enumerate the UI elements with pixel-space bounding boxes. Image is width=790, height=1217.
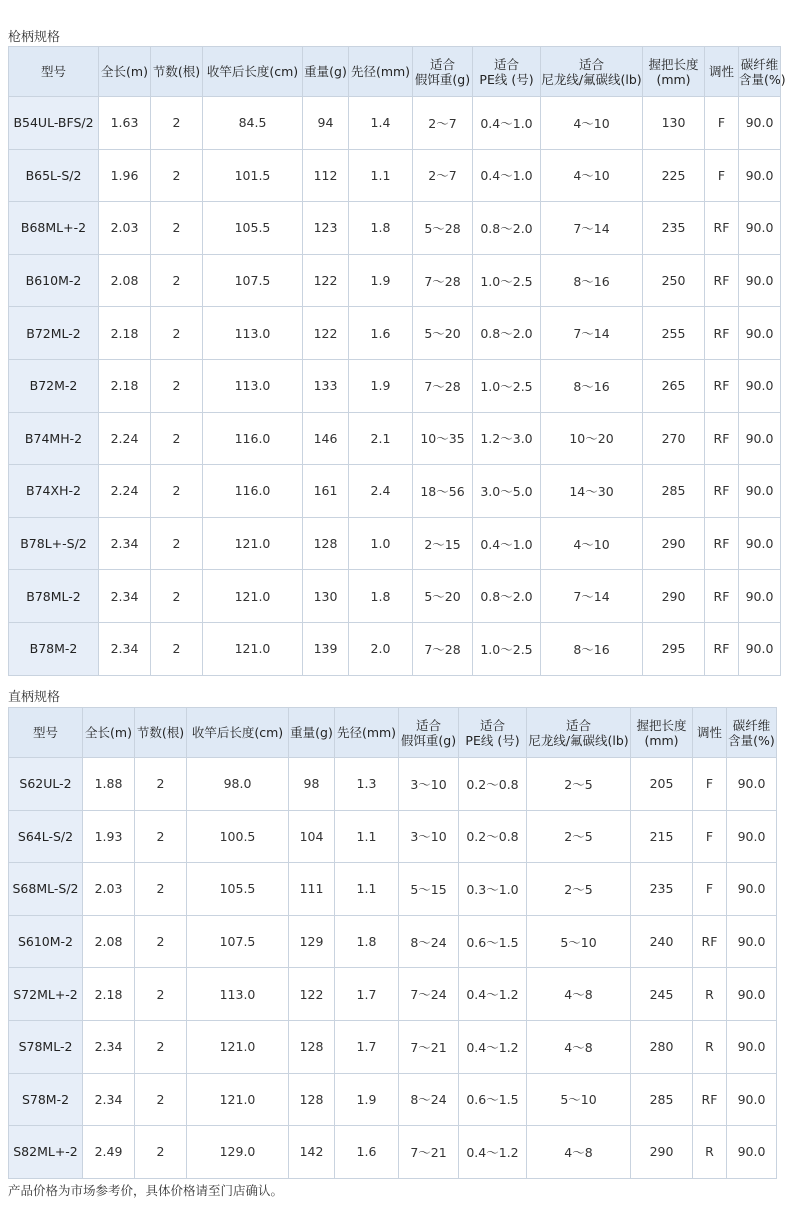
table-header-row [9,47,781,97]
table-row [9,622,781,675]
table-cell: 1.4 [349,97,413,150]
table-cell: 1.88 [83,758,135,811]
column-header-line: 适合 [565,717,591,733]
table-cell: 1.93 [83,810,135,863]
table-cell: 2.34 [99,570,151,623]
table-cell: 2.34 [99,517,151,570]
table-cell: 3～10 [399,758,459,811]
table-cell: 1.0～2.5 [473,254,541,307]
table-cell: 270 [643,412,705,465]
table-cell: 290 [643,517,705,570]
table-cell: 128 [289,1020,335,1073]
table-cell: 90.0 [739,97,781,150]
table-cell: 105.5 [203,202,303,255]
table-cell: 161 [303,465,349,518]
table-cell: 113.0 [203,359,303,412]
table-cell: RF [705,307,739,360]
table-cell: 2.08 [83,915,135,968]
table-cell: 0.2～0.8 [459,810,527,863]
table-cell: 2 [151,307,203,360]
column-header-line: 假饵重(g) [414,71,471,87]
table-cell: 2～7 [413,97,473,150]
table-cell: 116.0 [203,465,303,518]
table-cell: 0.4～1.0 [473,517,541,570]
table-cell: 146 [303,412,349,465]
model-cell: B54UL-BFS/2 [9,97,99,150]
table-cell: 8～16 [541,254,643,307]
table-cell: 112 [303,149,349,202]
table-cell: 7～14 [541,202,643,255]
table-cell: 107.5 [203,254,303,307]
table-cell: 1.9 [349,254,413,307]
table-cell: 2 [135,1020,187,1073]
column-header-line: PE线 (号) [465,732,520,748]
model-cell: S78M-2 [9,1073,83,1126]
table-cell: 90.0 [727,863,777,916]
table-cell: 111 [289,863,335,916]
table-cell: 1.1 [335,863,399,916]
table-cell: 2 [135,1126,187,1179]
table-cell: 90.0 [739,254,781,307]
table-cell: 121.0 [203,570,303,623]
table-cell: 7～14 [541,570,643,623]
table-cell: 5～28 [413,202,473,255]
table-cell: 90.0 [739,622,781,675]
table-cell: 2.03 [83,863,135,916]
table-cell: 2.34 [83,1020,135,1073]
table-cell: 0.4～1.0 [473,97,541,150]
table-cell: 2.34 [83,1073,135,1126]
column-header-line: 碳纤维 [732,717,771,733]
table-row [9,758,777,811]
model-cell: B68ML+-2 [9,202,99,255]
table-cell: 250 [643,254,705,307]
table-cell: 285 [643,465,705,518]
model-cell: S72ML+-2 [9,968,83,1021]
table-cell: 121.0 [203,517,303,570]
table-row [9,359,781,412]
table-cell: 1.0 [349,517,413,570]
table-cell: 90.0 [739,149,781,202]
table-cell: 1.1 [349,149,413,202]
model-cell: B74MH-2 [9,412,99,465]
column-header-line: 握把长度 [636,717,687,733]
table-row [9,202,781,255]
table-cell: 1.8 [349,202,413,255]
column-header [643,47,705,97]
table-cell: 0.8～2.0 [473,570,541,623]
column-header-line: 适合 [578,56,604,72]
table-cell: 84.5 [203,97,303,150]
table-cell: 2 [135,810,187,863]
table-row [9,1126,777,1179]
column-header: 型号 [9,47,99,97]
table-cell: RF [693,1073,727,1126]
table-cell: 130 [303,570,349,623]
table-cell: 0.6～1.5 [459,915,527,968]
table-cell: 265 [643,359,705,412]
table-cell: 129.0 [187,1126,289,1179]
table-cell: 130 [643,97,705,150]
table-cell: F [693,863,727,916]
table-cell: 2 [135,863,187,916]
column-header: 先径(mm) [349,47,413,97]
table-cell: 2～7 [413,149,473,202]
column-header [413,47,473,97]
table-cell: 90.0 [727,915,777,968]
table-row [9,307,781,360]
table-cell: 4～10 [541,149,643,202]
column-header: 全长(m) [83,708,135,758]
table-cell: F [693,758,727,811]
column-header: 重量(g) [289,708,335,758]
section-title-spinning: 直柄规格 [8,690,61,705]
table-cell: 2.03 [99,202,151,255]
column-header-line: 含量(%) [728,732,775,748]
table-cell: 1.96 [99,149,151,202]
table-cell: 1.8 [335,915,399,968]
table-cell: 139 [303,622,349,675]
table-cell: 98 [289,758,335,811]
table-cell: F [705,149,739,202]
table-row [9,570,781,623]
table-cell: 2 [151,149,203,202]
table-cell: 90.0 [727,810,777,863]
table-cell: 90.0 [727,1126,777,1179]
table-cell: 290 [631,1126,693,1179]
table-cell: 245 [631,968,693,1021]
table-cell: 2.18 [83,968,135,1021]
spec-table-baitcasting [8,46,786,676]
table-cell: 1.0～2.5 [473,622,541,675]
table-cell: 90.0 [727,758,777,811]
table-cell: 5～20 [413,307,473,360]
table-cell: 2.24 [99,412,151,465]
table-cell: 90.0 [739,465,781,518]
table-cell: 285 [631,1073,693,1126]
table-row [9,412,781,465]
table-cell: 90.0 [739,412,781,465]
table-cell: 2 [151,517,203,570]
column-header [473,47,541,97]
table-cell: 90.0 [739,307,781,360]
table-cell: 4～8 [527,968,631,1021]
table-cell: 0.3～1.0 [459,863,527,916]
column-header-line: 握把长度 [648,56,699,72]
column-header: 重量(g) [303,47,349,97]
column-header-line: 尼龙线/氟碳线(lb) [528,732,629,748]
table-cell: 4～10 [541,517,643,570]
table-cell: 113.0 [203,307,303,360]
table-cell: RF [705,517,739,570]
table-cell: 128 [303,517,349,570]
column-header-line: 适合 [429,56,455,72]
column-header: 调性 [705,47,739,97]
model-cell: B72ML-2 [9,307,99,360]
table-row [9,863,777,916]
table-cell: 7～28 [413,359,473,412]
table-cell: 0.8～2.0 [473,307,541,360]
table-cell: 2 [135,1073,187,1126]
table-cell: 1.2～3.0 [473,412,541,465]
table-cell: 10～20 [541,412,643,465]
table-cell: 129 [289,915,335,968]
table-cell: F [693,810,727,863]
column-header-line: (mm) [656,71,691,87]
column-header-line: 适合 [415,717,441,733]
table-cell: 5～20 [413,570,473,623]
column-header-line: 碳纤维 [740,56,779,72]
table-cell: 2～5 [527,810,631,863]
table-row [9,1073,777,1126]
table-cell: 7～21 [399,1020,459,1073]
table-cell: 104 [289,810,335,863]
model-cell: B78M-2 [9,622,99,675]
table-cell: R [693,968,727,1021]
table-row [9,254,781,307]
table-cell: 8～24 [399,1073,459,1126]
spec-table-spinning [8,707,777,1179]
table-cell: 1.6 [349,307,413,360]
table-cell: 2.4 [349,465,413,518]
table-cell: 215 [631,810,693,863]
table-cell: 10～35 [413,412,473,465]
table-cell: RF [705,412,739,465]
table-cell: RF [705,254,739,307]
table-cell: F [705,97,739,150]
model-cell: B78L+-S/2 [9,517,99,570]
table-cell: 101.5 [203,149,303,202]
table-cell: 90.0 [739,359,781,412]
table-cell: 121.0 [187,1073,289,1126]
table-cell: 0.2～0.8 [459,758,527,811]
table-cell: 2.08 [99,254,151,307]
column-header: 全长(m) [99,47,151,97]
table-row [9,968,777,1021]
table-cell: 3～10 [399,810,459,863]
table-cell: 133 [303,359,349,412]
table-row [9,149,781,202]
table-cell: 122 [289,968,335,1021]
column-header-line: 适合 [493,56,519,72]
table-cell: 122 [303,307,349,360]
table-cell: 5～10 [527,1073,631,1126]
model-cell: B78ML-2 [9,570,99,623]
column-header: 节数(根) [135,708,187,758]
table-cell: 1.63 [99,97,151,150]
table-cell: 122 [303,254,349,307]
table-cell: 2 [151,359,203,412]
table-cell: 2.49 [83,1126,135,1179]
model-cell: S68ML-S/2 [9,863,83,916]
model-cell: S82ML+-2 [9,1126,83,1179]
table-cell: 8～16 [541,622,643,675]
table-cell: 2 [135,758,187,811]
table-row [9,1020,777,1073]
table-cell: 5～15 [399,863,459,916]
table-cell: 2.18 [99,359,151,412]
table-cell: 142 [289,1126,335,1179]
table-cell: 90.0 [727,968,777,1021]
table-cell: 2 [151,202,203,255]
table-cell: 235 [631,863,693,916]
table-cell: 4～8 [527,1020,631,1073]
table-cell: 8～16 [541,359,643,412]
table-cell: RF [693,915,727,968]
column-header: 先径(mm) [335,708,399,758]
table-cell: 5～10 [527,915,631,968]
column-header-line: 尼龙线/氟碳线(lb) [541,71,642,87]
table-cell: 2.0 [349,622,413,675]
table-cell: 2 [135,968,187,1021]
table-cell: 4～10 [541,97,643,150]
table-cell: 2.34 [99,622,151,675]
table-cell: 1.6 [335,1126,399,1179]
table-cell: 1.3 [335,758,399,811]
table-cell: 2 [151,465,203,518]
table-cell: 18～56 [413,465,473,518]
table-cell: 7～28 [413,254,473,307]
table-cell: 94 [303,97,349,150]
table-header-row [9,708,777,758]
table-cell: 100.5 [187,810,289,863]
table-cell: 0.4～1.0 [473,149,541,202]
table-cell: 1.9 [349,359,413,412]
table-row [9,465,781,518]
table-cell: 4～8 [527,1126,631,1179]
table-cell: 2 [151,254,203,307]
model-cell: B74XH-2 [9,465,99,518]
table-cell: RF [705,359,739,412]
column-header [527,708,631,758]
column-header: 收竿后长度(cm) [203,47,303,97]
table-cell: 98.0 [187,758,289,811]
table-cell: 255 [643,307,705,360]
table-cell: 2.18 [99,307,151,360]
column-header: 调性 [693,708,727,758]
model-cell: S78ML-2 [9,1020,83,1073]
table-cell: 121.0 [187,1020,289,1073]
model-cell: S62UL-2 [9,758,83,811]
table-row [9,915,777,968]
table-cell: 0.4～1.2 [459,968,527,1021]
table-cell: 90.0 [739,517,781,570]
table-cell: 0.6～1.5 [459,1073,527,1126]
model-cell: B610M-2 [9,254,99,307]
table-cell: 0.4～1.2 [459,1020,527,1073]
table-cell: 7～28 [413,622,473,675]
table-cell: RF [705,622,739,675]
footnote: 产品价格为市场参考价，具体价格请至门店确认。 [8,1183,284,1198]
table-cell: 121.0 [203,622,303,675]
table-cell: 2～5 [527,863,631,916]
table-cell: 225 [643,149,705,202]
table-cell: 14～30 [541,465,643,518]
table-cell: RF [705,202,739,255]
table-cell: 116.0 [203,412,303,465]
table-row [9,810,777,863]
column-header: 收竿后长度(cm) [187,708,289,758]
table-cell: 0.4～1.2 [459,1126,527,1179]
table-cell: 3.0～5.0 [473,465,541,518]
table-cell: 8～24 [399,915,459,968]
table-row [9,97,781,150]
table-cell: 90.0 [727,1020,777,1073]
table-cell: 7～14 [541,307,643,360]
table-cell: 1.0～2.5 [473,359,541,412]
model-cell: S64L-S/2 [9,810,83,863]
table-cell: 113.0 [187,968,289,1021]
section-title-baitcasting: 枪柄规格 [8,30,61,45]
table-cell: 205 [631,758,693,811]
column-header [541,47,643,97]
table-cell: 295 [643,622,705,675]
column-header [727,708,777,758]
table-cell: 2～5 [527,758,631,811]
column-header-line: PE线 (号) [479,71,534,87]
table-cell: 2 [151,622,203,675]
table-cell: 123 [303,202,349,255]
column-header [631,708,693,758]
table-row [9,517,781,570]
table-cell: 290 [643,570,705,623]
column-header-line: 适合 [479,717,505,733]
table-cell: 1.9 [335,1073,399,1126]
table-cell: 128 [289,1073,335,1126]
table-cell: 105.5 [187,863,289,916]
table-cell: 1.1 [335,810,399,863]
column-header [739,47,786,97]
table-cell: 240 [631,915,693,968]
table-cell: RF [705,570,739,623]
table-cell: 1.7 [335,1020,399,1073]
column-header: 节数(根) [151,47,203,97]
table-cell: R [693,1126,727,1179]
table-cell: 2.24 [99,465,151,518]
column-header: 型号 [9,708,83,758]
table-cell: 1.8 [349,570,413,623]
table-cell: 107.5 [187,915,289,968]
model-cell: B72M-2 [9,359,99,412]
table-cell: 280 [631,1020,693,1073]
table-cell: 235 [643,202,705,255]
table-cell: 2～15 [413,517,473,570]
model-cell: S610M-2 [9,915,83,968]
column-header-line: 假饵重(g) [400,732,457,748]
table-cell: 1.7 [335,968,399,1021]
table-cell: 2 [151,412,203,465]
table-cell: 0.8～2.0 [473,202,541,255]
table-cell: 2.1 [349,412,413,465]
model-cell: B65L-S/2 [9,149,99,202]
table-cell: 90.0 [727,1073,777,1126]
column-header-line: 含量(%) [739,71,786,87]
column-header-line: (mm) [644,732,679,748]
table-cell: 2 [151,97,203,150]
table-cell: 2 [135,915,187,968]
table-cell: 7～24 [399,968,459,1021]
table-cell: 90.0 [739,570,781,623]
column-header [459,708,527,758]
table-cell: 90.0 [739,202,781,255]
table-cell: R [693,1020,727,1073]
table-cell: 2 [151,570,203,623]
column-header [399,708,459,758]
table-cell: 7～21 [399,1126,459,1179]
table-cell: RF [705,465,739,518]
